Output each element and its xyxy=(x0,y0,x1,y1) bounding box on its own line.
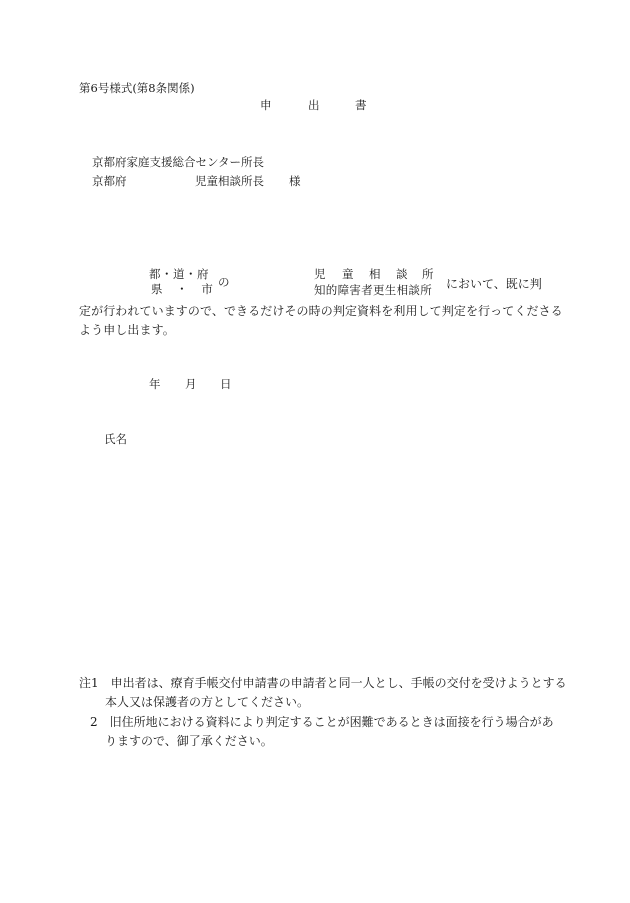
particle-no: の xyxy=(218,275,230,289)
title-char-1: 申 xyxy=(260,98,272,112)
prefecture-option-ken: 県 xyxy=(151,282,163,296)
date-year-label: 年 xyxy=(149,377,161,391)
application-body-line-2: よう申し出ます。 xyxy=(79,323,175,337)
office-option-bottom: 知的障害者更生相談所 xyxy=(314,283,432,297)
office-char-2: 童 xyxy=(342,267,354,281)
note-2-line-2: りますので、御了承ください。 xyxy=(105,734,273,748)
title-char-3: 書 xyxy=(355,98,367,112)
addressee-line-1: 京都府家庭支援総合センター所長 xyxy=(92,155,265,169)
application-body-line-1: 定が行われていますので、できるだけその時の判定資料を利用して判定を行ってくださる xyxy=(79,304,563,318)
addressee-prefecture: 京都府 xyxy=(92,174,127,188)
office-char-3: 相 xyxy=(369,267,381,281)
date-day-label: 日 xyxy=(220,377,232,391)
office-char-4: 談 xyxy=(396,267,408,281)
prefecture-options-bottom xyxy=(151,284,213,296)
note-2-line-1: 2 旧住所地における資料により判定することが困難であるときは面接を行う場合があ xyxy=(90,715,554,729)
addressee-office: 児童相談所長 xyxy=(195,174,264,188)
form-number: 第6号様式(第8条関係) xyxy=(79,81,195,95)
addressee-honorific: 様 xyxy=(289,174,301,188)
note-1-line-1: 注1 申出者は、療育手帳交付申請書の申請者と同一人とし、手帳の交付を受けようとする xyxy=(79,676,567,690)
prefecture-option-shi: 市 xyxy=(201,282,213,296)
prefecture-option-dot: ・ xyxy=(176,282,188,296)
date-month-label: 月 xyxy=(185,377,197,391)
office-char-1: 児 xyxy=(314,267,326,281)
applicant-name-label: 氏名 xyxy=(104,432,127,446)
prefecture-options-top: 都・道・府 xyxy=(149,267,209,281)
title-char-2: 出 xyxy=(308,98,320,112)
note-1-line-2: 本人又は保護者の方としてください。 xyxy=(105,695,310,709)
office-char-5: 所 xyxy=(422,267,434,281)
application-tail-text: において、既に判 xyxy=(446,277,542,291)
